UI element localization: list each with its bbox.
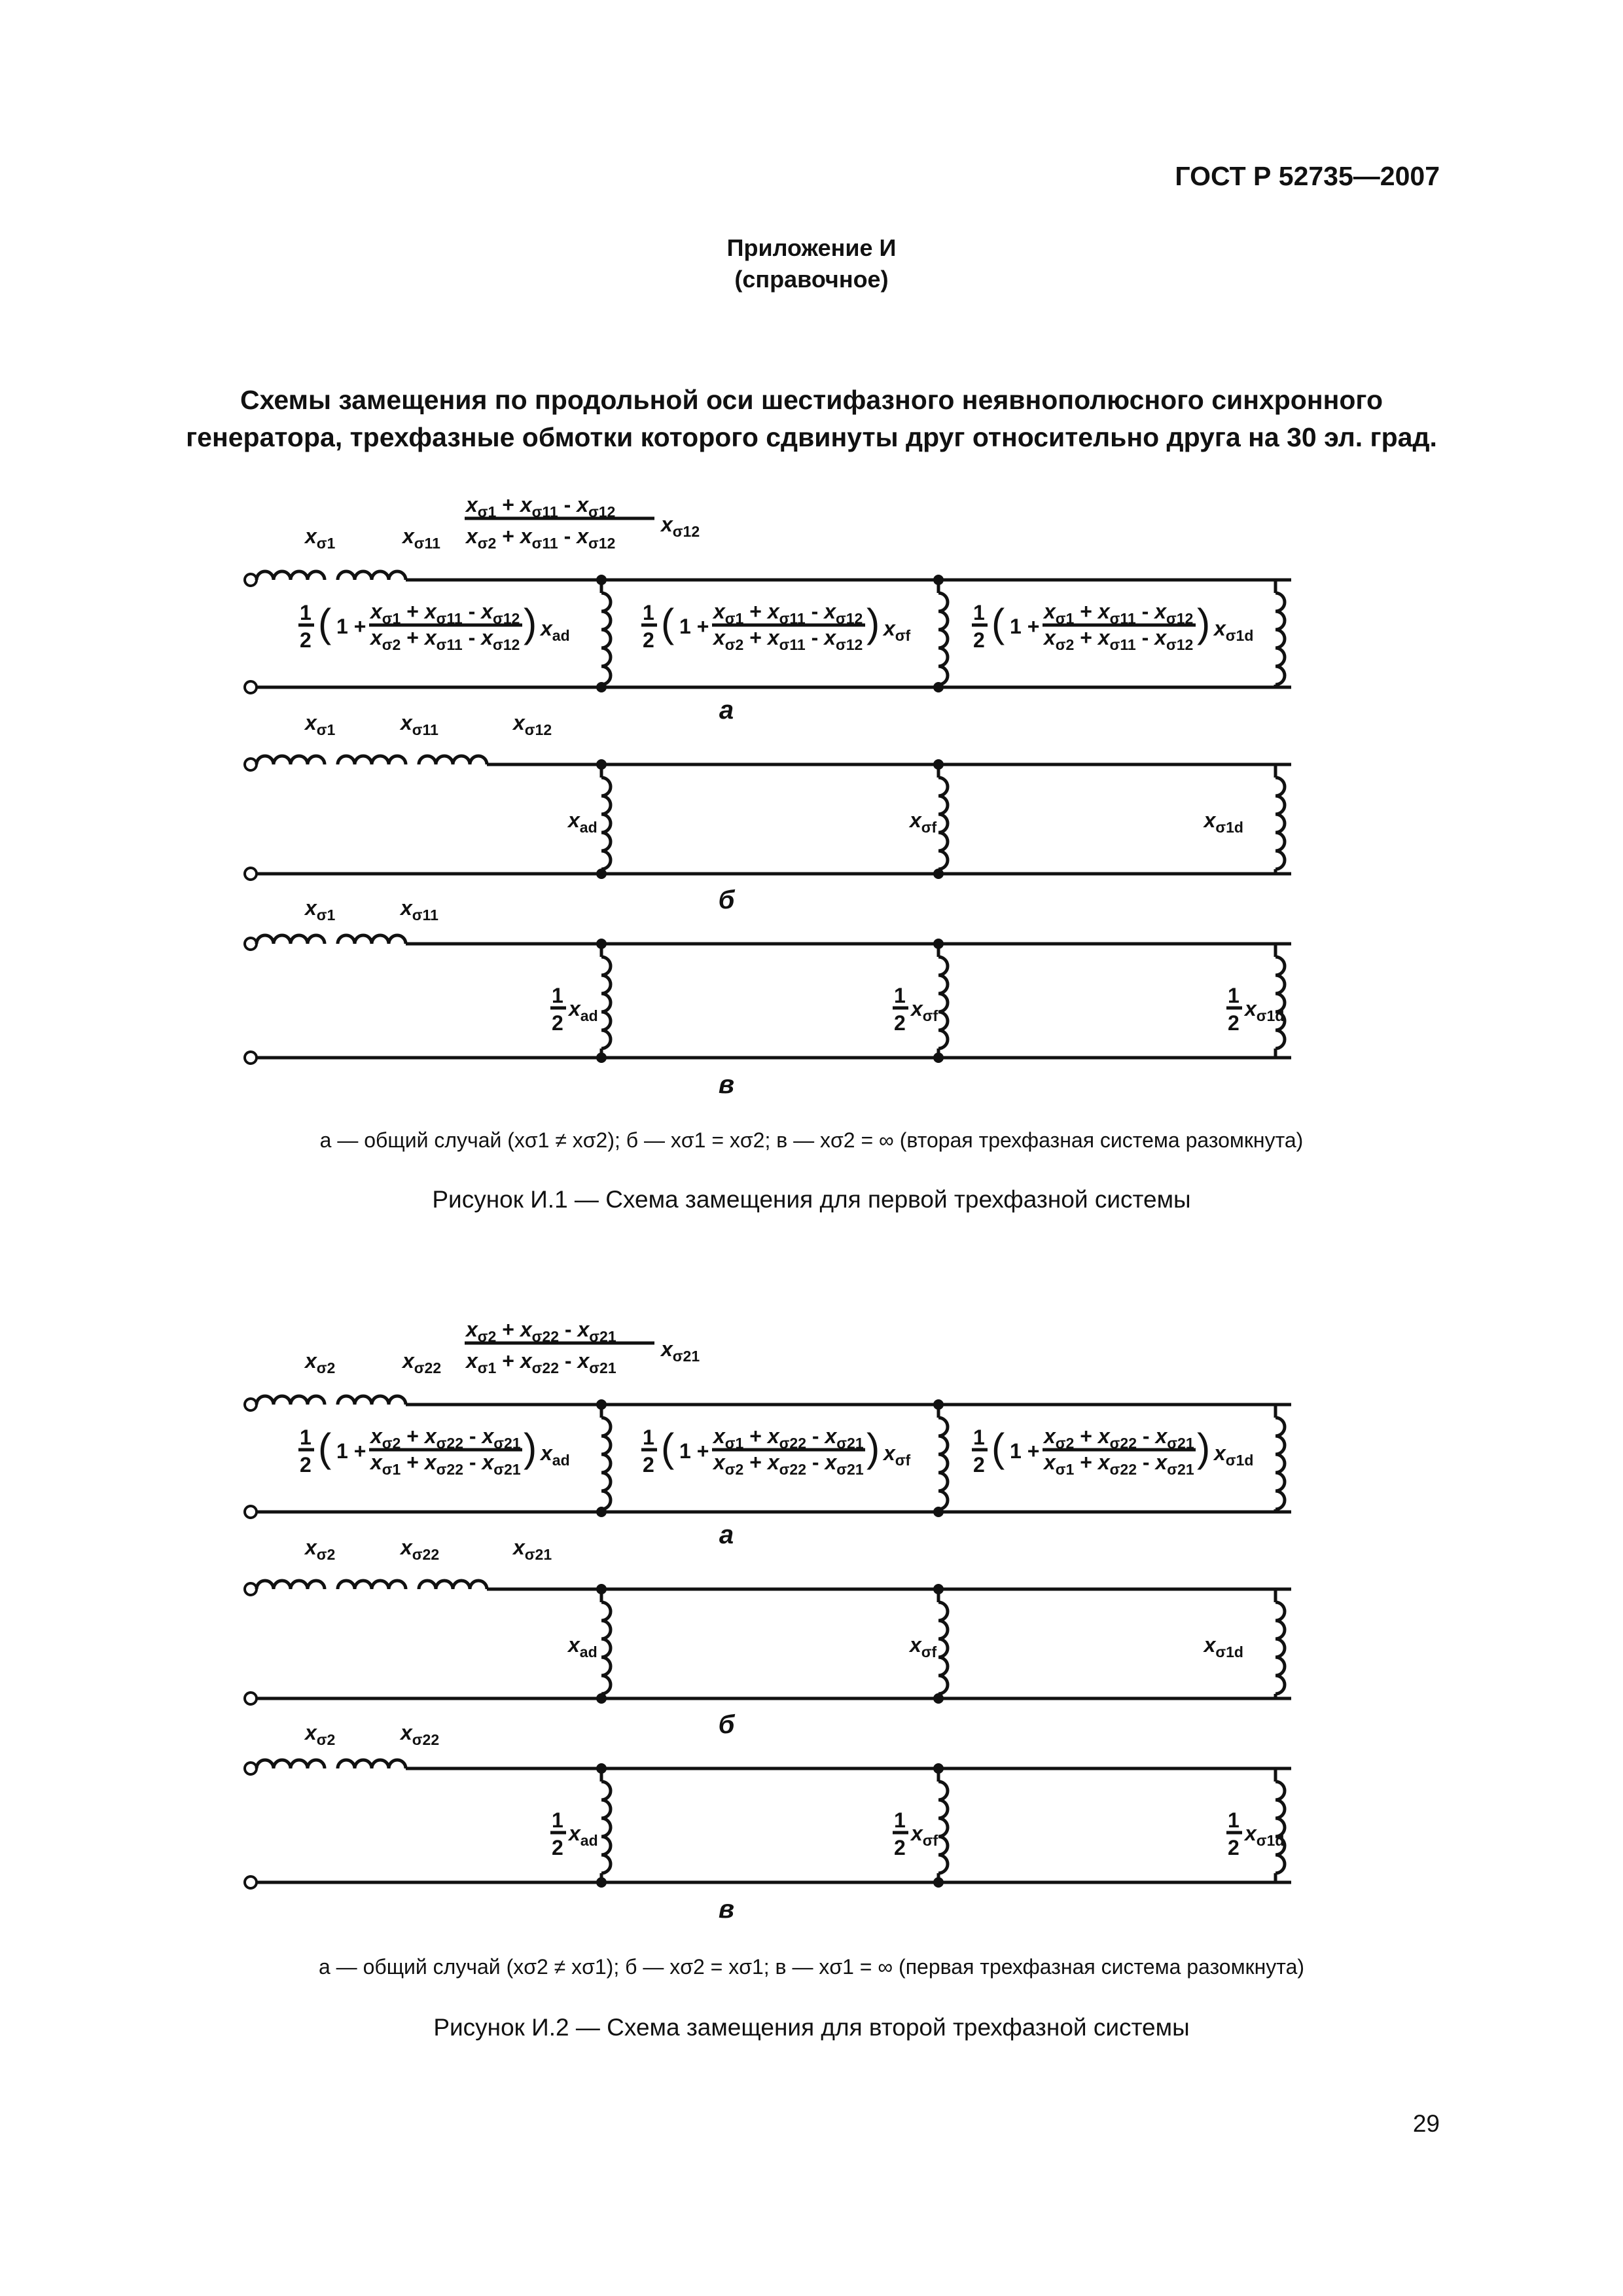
fraction-row: $x_{\sigma 2} + x_{\sigma 11} - x_{\sigma 12}$ [713, 626, 863, 653]
one-half-fraction [641, 1426, 657, 1477]
denominator: 2 [1228, 1836, 1240, 1859]
page-number: 29 [1412, 2110, 1440, 2137]
right-paren: ) [1197, 1426, 1211, 1470]
symbol-label: $x_{\sigma 22}$ [402, 1349, 442, 1376]
symbol-label: $x_{\sigma f}$ [911, 997, 938, 1024]
terminal [245, 938, 257, 950]
shunt-inductor [601, 1602, 611, 1694]
junction-dot [596, 1399, 607, 1410]
fraction-row: $x_{\sigma 1} + x_{\sigma 22} - x_{\sigma 21}$ [1044, 1450, 1194, 1478]
symbol-label: $x_{\sigma 21}$ [661, 1337, 700, 1365]
terminal [245, 1506, 257, 1518]
fraction-row: $x_{\sigma 1} + x_{\sigma 22} - x_{\sigma 21}$ [370, 1450, 521, 1478]
junction-dot [596, 1052, 607, 1063]
symbol-label: $x_{\sigma 22}$ [401, 1721, 440, 1748]
fraction-row: $x_{\sigma 2} + x_{\sigma 22} - x_{\sigma 21}$ [370, 1424, 521, 1452]
fraction-row: $x_{\sigma 2} + x_{\sigma 22} - x_{\sigma 21}$ [1044, 1424, 1194, 1452]
fraction-row: $x_{\sigma 2} + x_{\sigma 22} - x_{\sigma 21}$ [466, 1318, 616, 1345]
symbol-label: $x_{\sigma 1}$ [305, 711, 336, 738]
terminal [245, 1763, 257, 1774]
numerator: 1 [973, 1426, 985, 1449]
denominator: 2 [300, 1453, 312, 1477]
terminal [245, 681, 257, 693]
fraction-row: $x_{\sigma 2} + x_{\sigma 11} - x_{\sigma 12}$ [370, 626, 520, 653]
series-inductor [338, 1581, 406, 1589]
shunt-inductor [938, 778, 948, 869]
one-plus: 1 + [679, 1439, 709, 1463]
circuit-c [245, 896, 1291, 1099]
series-inductor [338, 1396, 406, 1405]
shunt-inductor [1275, 778, 1285, 869]
heading-line-1: Схемы замещения по продольной оси шестифазного неявнополюсного синхронного [240, 385, 1383, 415]
shunt-inductor [601, 1782, 611, 1873]
figure-2-caption: а — общий случай (xσ2 ≠ xσ1); б — xσ2 = xσ1; в — xσ1 = ∞ (первая трехфазная система разомкнута) [318, 1955, 1305, 1979]
numerator: 1 [1228, 1808, 1240, 1832]
appendix-line-1: Приложение И [726, 234, 897, 261]
junction-dot [933, 1584, 944, 1594]
symbol-label: $x_{\sigma f}$ [883, 1441, 911, 1469]
right-paren: ) [524, 601, 537, 645]
denominator: 2 [643, 628, 654, 652]
left-paren: ( [318, 1426, 332, 1470]
circuit-a [245, 1318, 1291, 1549]
one-half-fraction [298, 601, 314, 652]
symbol-label: $x_{\sigma 21}$ [513, 1535, 552, 1563]
symbol-label: $x_{\sigma 1d}$ [1204, 808, 1243, 836]
symbol-label: $x_{\sigma 1d}$ [1214, 1441, 1254, 1469]
symbol-label: $x_{\sigma 1d}$ [1214, 617, 1254, 644]
terminal [245, 574, 257, 586]
one-plus: 1 + [336, 1439, 366, 1463]
heading-line-2: генератора, трехфазные обмотки которого сдвинуты друг относительно друга на 30 эл. град. [186, 422, 1437, 452]
series-inductor [338, 571, 406, 580]
series-inductor [338, 1760, 406, 1768]
numerator: 1 [643, 601, 654, 624]
left-paren: ( [991, 1426, 1005, 1470]
circuit-b [245, 1535, 1291, 1739]
junction-dot [596, 1584, 607, 1594]
document-number: ГОСТ Р 52735—2007 [1175, 161, 1440, 191]
circuit-label-b: б [718, 1710, 735, 1739]
junction-dot [933, 869, 944, 879]
series-inductor [257, 571, 325, 580]
shunt-inductor [1275, 1782, 1285, 1873]
junction-dot [596, 575, 607, 585]
shunt-inductor [1275, 1418, 1285, 1509]
numerator: 1 [552, 1808, 563, 1832]
fraction-row: $x_{\sigma 1} + x_{\sigma 11} - x_{\sigma 12}$ [370, 600, 520, 627]
shunt-inductor [1275, 1602, 1285, 1694]
terminal [245, 759, 257, 770]
numerator: 1 [552, 984, 563, 1007]
circuit-b [245, 711, 1291, 914]
junction-dot [596, 1693, 607, 1704]
junction-dot [933, 1399, 944, 1410]
shunt-inductor [938, 593, 948, 685]
denominator: 2 [643, 1453, 654, 1477]
junction-dot [933, 1877, 944, 1888]
one-half-fraction [298, 1426, 314, 1477]
symbol-label: $x_{\sigma 1}$ [305, 896, 336, 924]
series-inductor [338, 935, 406, 944]
symbol-label: $x_{\sigma 12}$ [513, 711, 552, 738]
circuit-label-a: а [719, 696, 734, 725]
one-half-fraction [972, 601, 988, 652]
shunt-inductor [1275, 593, 1285, 685]
junction-dot [933, 1507, 944, 1517]
appendix-title [0, 232, 1623, 295]
terminal [245, 1052, 257, 1064]
figure-2-title: Рисунок И.2 — Схема замещения для второй трехфазной системы [433, 2014, 1190, 2041]
circuit-label-b: б [718, 886, 735, 914]
numerator: 1 [643, 1426, 654, 1449]
circuit-a [245, 493, 1291, 725]
denominator: 2 [552, 1836, 563, 1859]
numerator: 1 [1228, 984, 1240, 1007]
fraction-row: $x_{\sigma 1} + x_{\sigma 22} - x_{\sigma 21}$ [466, 1349, 616, 1376]
symbol-label: $x_{ad}$ [569, 997, 598, 1024]
right-paren: ) [866, 601, 880, 645]
right-paren: ) [524, 1426, 537, 1470]
symbol-label: $x_{ad}$ [569, 1821, 598, 1849]
junction-dot [596, 759, 607, 770]
series-inductor [257, 935, 325, 944]
symbol-label: $x_{\sigma f}$ [910, 808, 937, 836]
symbol-label: $x_{\sigma 22}$ [401, 1535, 440, 1563]
circuit-label-c: в [718, 1895, 735, 1924]
series-inductor [257, 756, 325, 764]
series-inductor [257, 1396, 325, 1405]
junction-dot [596, 939, 607, 949]
left-paren: ( [991, 601, 1005, 645]
terminal [245, 868, 257, 880]
terminal [245, 1693, 257, 1704]
shunt-inductor [1275, 957, 1285, 1049]
numerator: 1 [894, 984, 906, 1007]
left-paren: ( [318, 601, 332, 645]
symbol-label: $x_{\sigma 2}$ [305, 1721, 336, 1748]
junction-dot [596, 682, 607, 692]
junction-dot [933, 759, 944, 770]
symbol-label: $x_{\sigma 1d}$ [1245, 1821, 1285, 1849]
junction-dot [596, 1507, 607, 1517]
shunt-inductor [938, 1602, 948, 1694]
one-plus: 1 + [1010, 1439, 1040, 1463]
shunt-inductor [601, 1418, 611, 1509]
denominator: 2 [973, 628, 985, 652]
symbol-label: $x_{\sigma 11}$ [402, 524, 440, 552]
fraction-row: $x_{\sigma 2} + x_{\sigma 11} - x_{\sigma 12}$ [466, 524, 616, 552]
symbol-label: $x_{ad}$ [541, 1441, 570, 1469]
series-inductor [419, 1581, 487, 1589]
symbol-label: $x_{\sigma f}$ [911, 1821, 938, 1849]
terminal [245, 1876, 257, 1888]
symbol-label: $x_{\sigma 1}$ [305, 524, 336, 552]
symbol-label: $x_{\sigma 1d}$ [1245, 997, 1285, 1024]
series-inductor [338, 756, 406, 764]
shunt-inductor [938, 1782, 948, 1873]
denominator: 2 [894, 1011, 906, 1035]
right-paren: ) [1197, 601, 1211, 645]
series-inductor [419, 756, 487, 764]
denominator: 2 [973, 1453, 985, 1477]
fraction-row: $x_{\sigma 1} + x_{\sigma 11} - x_{\sigma 12}$ [466, 493, 616, 520]
one-plus: 1 + [336, 615, 366, 638]
one-plus: 1 + [1010, 615, 1040, 638]
junction-dot [933, 1763, 944, 1774]
symbol-label: $x_{\sigma 2}$ [305, 1535, 336, 1563]
shunt-inductor [938, 957, 948, 1049]
section-heading [0, 382, 1623, 456]
junction-dot [596, 869, 607, 879]
series-inductor [257, 1760, 325, 1768]
symbol-label: $x_{ad}$ [568, 1633, 597, 1660]
shunt-inductor [601, 957, 611, 1049]
fraction-row: $x_{\sigma 1} + x_{\sigma 11} - x_{\sigma 12}$ [713, 600, 863, 627]
numerator: 1 [973, 601, 985, 624]
symbol-label: $x_{\sigma 11}$ [401, 711, 438, 738]
symbol-label: $x_{\sigma f}$ [883, 617, 911, 644]
denominator: 2 [300, 628, 312, 652]
figure-1-diagram [0, 491, 1623, 1106]
denominator: 2 [1228, 1011, 1240, 1035]
junction-dot [933, 939, 944, 949]
shunt-inductor [601, 593, 611, 685]
symbol-label: $x_{\sigma 11}$ [401, 896, 438, 924]
shunt-inductor [601, 778, 611, 869]
appendix-line-2: (справочное) [734, 266, 889, 293]
circuit-label-a: а [719, 1520, 734, 1549]
shunt-inductor [938, 1418, 948, 1509]
symbol-label: $x_{ad}$ [568, 808, 597, 836]
symbol-label: $x_{\sigma f}$ [910, 1633, 937, 1660]
terminal [245, 1583, 257, 1595]
left-paren: ( [661, 601, 675, 645]
junction-dot [933, 1052, 944, 1063]
junction-dot [933, 575, 944, 585]
numerator: 1 [300, 601, 312, 624]
denominator: 2 [552, 1011, 563, 1035]
series-inductor [257, 1581, 325, 1589]
terminal [245, 1399, 257, 1410]
symbol-label: $x_{ad}$ [541, 617, 570, 644]
fraction-row: $x_{\sigma 1} + x_{\sigma 22} - x_{\sigma 21}$ [713, 1424, 864, 1452]
one-half-fraction [641, 601, 657, 652]
symbol-label: $x_{\sigma 2}$ [305, 1349, 336, 1376]
circuit-label-c: в [718, 1070, 735, 1099]
figure-1-caption: а — общий случай (xσ1 ≠ xσ2); б — xσ1 = xσ2; в — xσ2 = ∞ (вторая трехфазная система разомкнута) [319, 1128, 1304, 1152]
junction-dot [933, 1693, 944, 1704]
right-paren: ) [866, 1426, 880, 1470]
one-half-fraction [972, 1426, 988, 1477]
fraction-row: $x_{\sigma 1} + x_{\sigma 11} - x_{\sigma 12}$ [1044, 600, 1194, 627]
symbol-label: $x_{\sigma 1d}$ [1204, 1633, 1243, 1660]
junction-dot [933, 682, 944, 692]
junction-dot [596, 1877, 607, 1888]
figure-2-diagram [0, 1316, 1623, 1931]
fraction-row: $x_{\sigma 2} + x_{\sigma 11} - x_{\sigma 12}$ [1044, 626, 1194, 653]
denominator: 2 [894, 1836, 906, 1859]
junction-dot [596, 1763, 607, 1774]
circuit-c [245, 1721, 1291, 1924]
numerator: 1 [300, 1426, 312, 1449]
numerator: 1 [894, 1808, 906, 1832]
symbol-label: $x_{\sigma 12}$ [661, 512, 700, 540]
left-paren: ( [661, 1426, 675, 1470]
fraction-row: $x_{\sigma 2} + x_{\sigma 22} - x_{\sigma 21}$ [713, 1450, 864, 1478]
one-plus: 1 + [679, 615, 709, 638]
figure-1-title: Рисунок И.1 — Схема замещения для первой трехфазной системы [432, 1186, 1191, 1213]
